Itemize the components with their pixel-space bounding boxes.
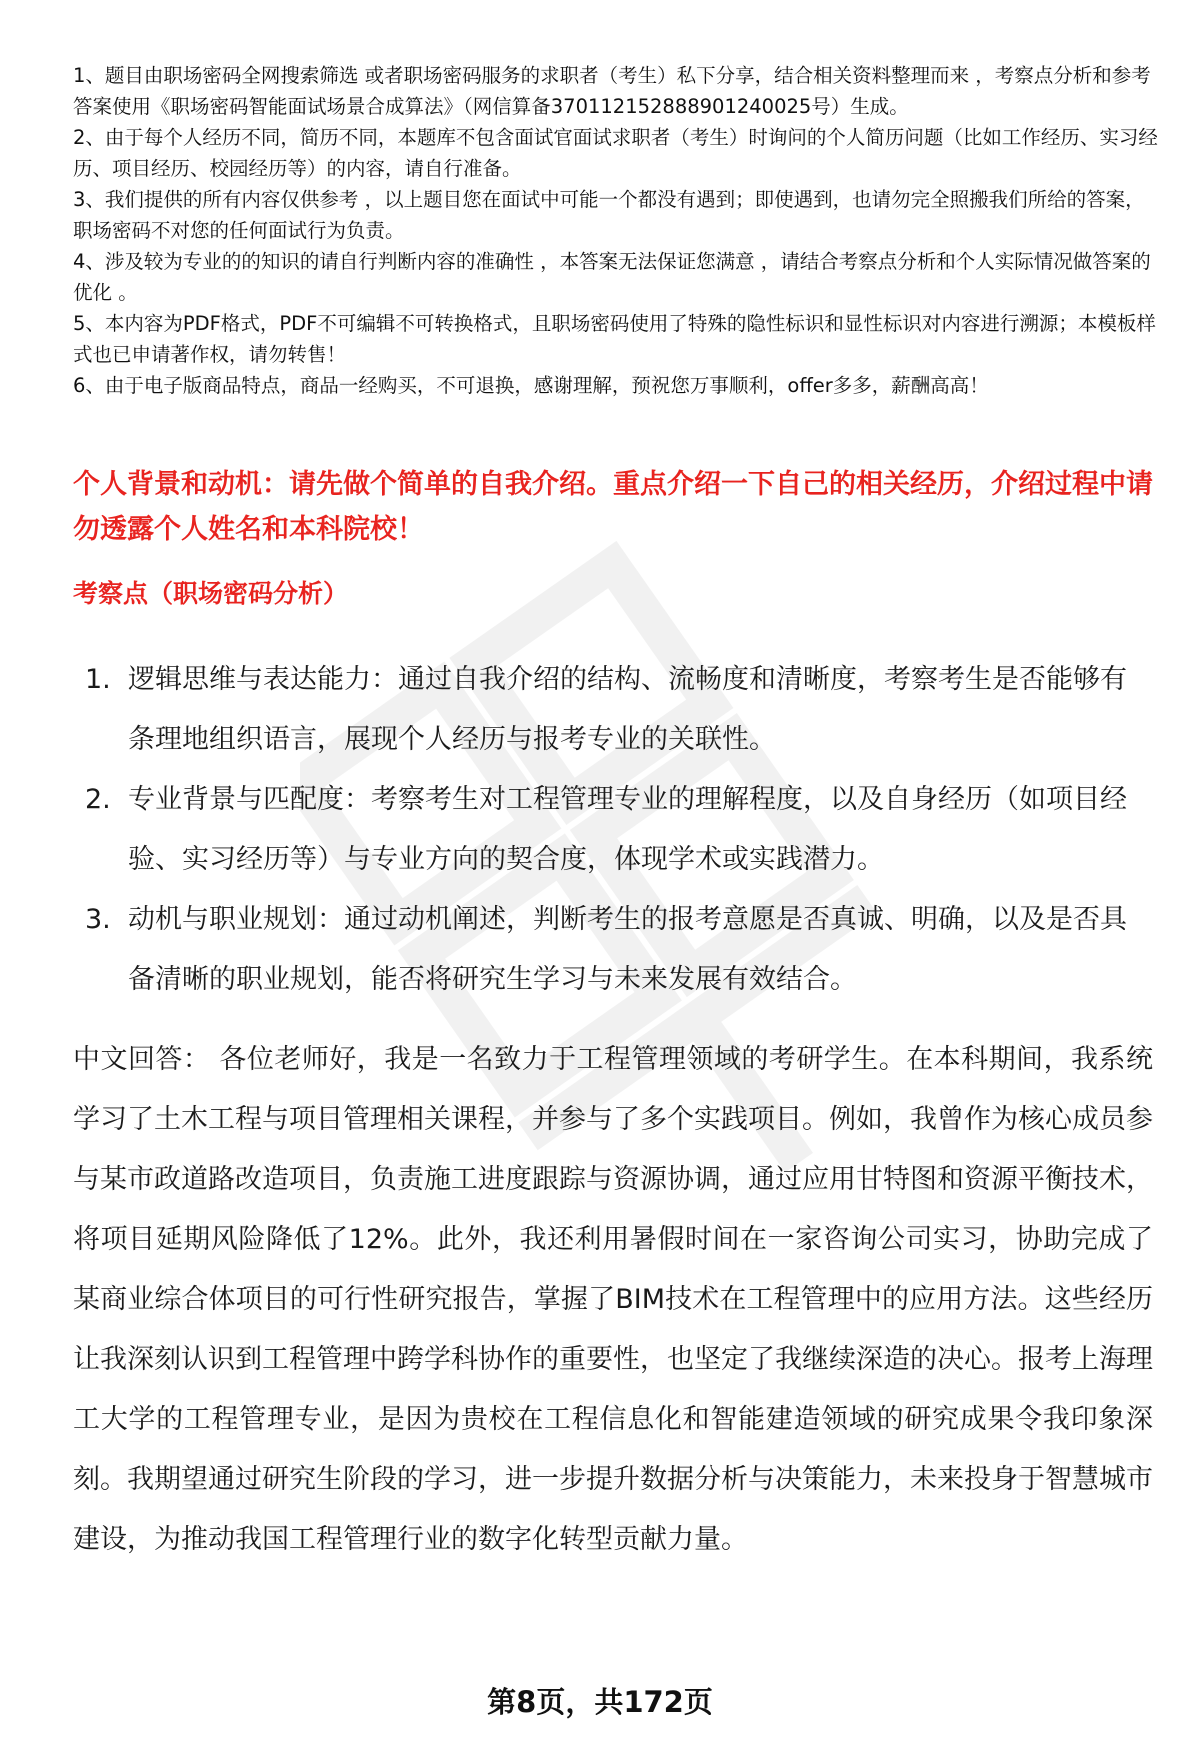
notice-item: 4、涉及较为专业的的知识的请自行判断内容的准确性 ，本答案无法保证您满意 ，请结合考察点分析和个人实际情况做答案的优化 。 <box>73 250 1151 304</box>
notice-item: 5、本内容为PDF格式，PDF不可编辑不可转换格式，且职场密码使用了特殊的隐性标识和显性标识对内容进行溯源；本模板样式也已申请著作权，请勿转售！ <box>73 312 1156 366</box>
page-number: 第8页，共172页 <box>487 1685 713 1719</box>
list-item <box>73 770 1153 890</box>
notice-item: 3、我们提供的所有内容仅供参考 ，以上题目您在面试中可能一个都没有遇到；即使遇到，也请勿完全照搬我们所给的答案，职场密码不对您的任何面试行为负责。 <box>73 188 1145 242</box>
list-item-number: 1. <box>85 664 111 695</box>
list-item <box>73 890 1153 1010</box>
answer-paragraph: 中文回答： 各位老师好，我是一名致力于工程管理领域的考研学生。在本科期间，我系统学习了土木工程与项目管理相关课程，并参与了多个实践项目。例如，我曾作为核心成员参与某市政道路改造项目，负责施工进度跟踪与资源协调，通过应用甘特图和资源平衡技术，将项目延期风险降低了12%。此外，我还利用暑假时间在一家咨询公司实习，协助完成了某商业综合体项目的可行性研究报告，掌握了BIM技术在工程管理中的应用方法。这些经历让我深刻认识到工程管理中跨学科协作的重要性，也坚定了我继续深造的决心。报考上海理工大学的工程管理专业，是因为贵校在工程信息化和智能建造领域的研究成果令我印象深刻。我期望通过研究生阶段的学习，进一步提升数据分析与决策能力，未来投身于智慧城市建设，为推动我国工程管理行业的数字化转型贡献力量。 <box>73 1044 1153 1555</box>
list-item-text: 逻辑思维与表达能力：通过自我介绍的结构、流畅度和清晰度，考察考生是否能够有条理地组织语言，展现个人经历与报考专业的关联性。 <box>128 664 1127 755</box>
assessment-points-list <box>73 650 1153 1010</box>
notice-item: 2、由于每个人经历不同，简历不同，本题库不包含面试官面试求职者（考生）时询问的个人简历问题（比如工作经历、实习经历、项目经历、校园经历等）的内容，请自行准备。 <box>73 126 1158 180</box>
list-item-text: 专业背景与匹配度：考察考生对工程管理专业的理解程度，以及自身经历（如项目经验、实习经历等）与专业方向的契合度，体现学术或实践潜力。 <box>128 784 1127 875</box>
notice-item: 1、题目由职场密码全网搜索筛选 或者职场密码服务的求职者（考生）私下分享，结合相关资料整理而来 ，考察点分析和参考答案使用《职场密码智能面试场景合成算法》（网信算备370112152888901240025号）生成。 <box>73 64 1151 118</box>
disclaimer-notice <box>73 60 1163 401</box>
notice-item: 6、由于电子版商品特点，商品一经购买，不可退换，感谢理解，预祝您万事顺利，offer多多，薪酬高高！ <box>73 374 989 397</box>
list-item-text: 动机与职业规划：通过动机阐述，判断考生的报考意愿是否真诚、明确，以及是否具备清晰的职业规划，能否将研究生学习与未来发展有效结合。 <box>128 904 1127 995</box>
list-item-number: 3. <box>85 904 111 935</box>
section-title: 考察点（职场密码分析） <box>73 579 349 608</box>
list-item-number: 2. <box>85 784 111 815</box>
interview-question: 个人背景和动机：请先做个简单的自我介绍。重点介绍一下自己的相关经历，介绍过程中请勿透露个人姓名和本科院校！ <box>73 469 1153 545</box>
list-item <box>73 650 1153 770</box>
